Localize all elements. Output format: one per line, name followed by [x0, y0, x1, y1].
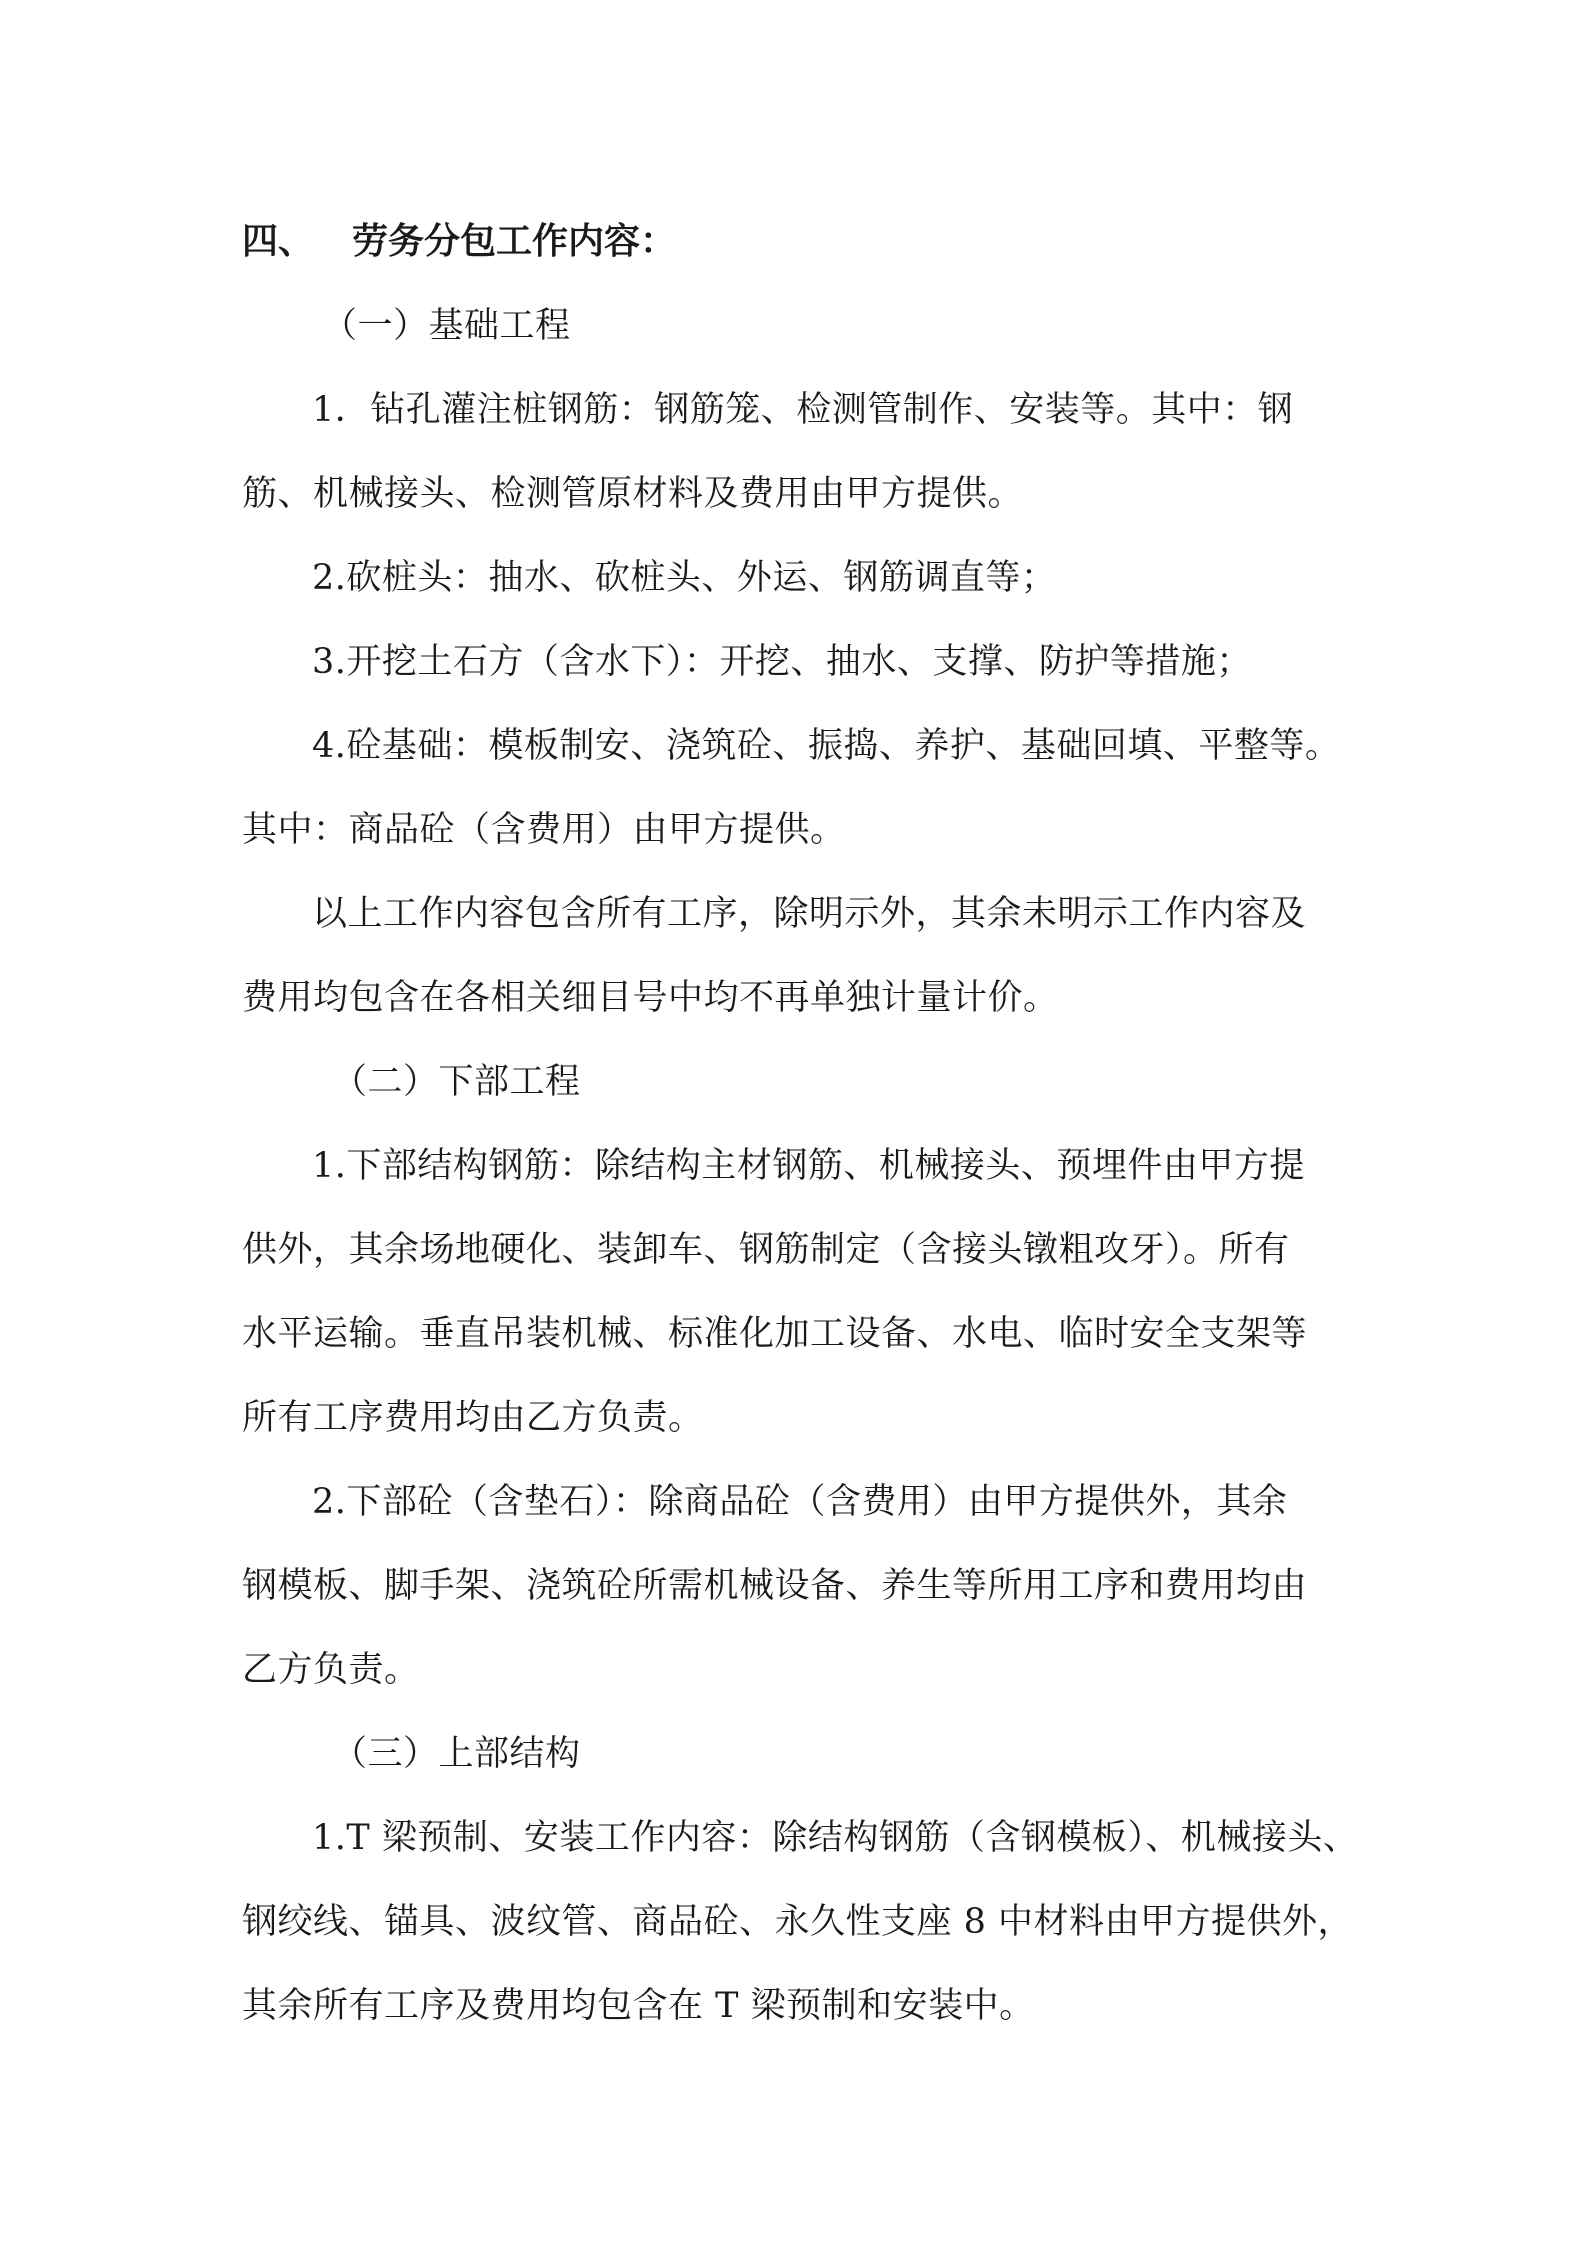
text-line: 所有工序费用均由乙方负责。 — [242, 1398, 704, 1438]
text-line: 筋、机械接头、检测管原材料及费用由甲方提供。 — [242, 474, 1024, 514]
section-title: 劳务分包工作内容： — [352, 221, 677, 262]
text-line: 1．钻孔灌注桩钢筋：钢筋笼、检测管制作、安装等。其中：钢 — [312, 390, 1294, 430]
text-line: （三）上部结构 — [332, 1734, 581, 1774]
section-heading — [242, 200, 1357, 284]
text-line: 其中：商品砼（含费用）由甲方提供。 — [242, 810, 846, 850]
text-line: 2.下部砼（含垫石）：除商品砼（含费用）由甲方提供外，其余 — [312, 1482, 1288, 1522]
text-line: 其余所有工序及费用均包含在 T 梁预制和安装中。 — [242, 1986, 1035, 2026]
text-line: 1.下部结构钢筋：除结构主材钢筋、机械接头、预埋件由甲方提 — [312, 1146, 1305, 1186]
text-line: 费用均包含在各相关细目号中均不再单独计量计价。 — [242, 978, 1059, 1018]
paragraph-lines — [242, 284, 1357, 2048]
text-line: 供外，其余场地硬化、装卸车、钢筋制定（含接头镦粗攻牙）。所有 — [242, 1230, 1290, 1270]
text-line: 钢模板、脚手架、浇筑砼所需机械设备、养生等所用工序和费用均由 — [242, 1566, 1308, 1606]
text-line: 3.开挖土石方（含水下）：开挖、抽水、支撑、防护等措施； — [312, 642, 1252, 682]
text-line: （一）基础工程 — [322, 306, 571, 346]
text-line: 1.T 梁预制、安装工作内容：除结构钢筋（含钢模板）、机械接头、 — [312, 1818, 1359, 1858]
text-line: 钢绞线、锚具、波纹管、商品砼、永久性支座 8 中材料由甲方提供外， — [242, 1902, 1354, 1942]
text-line: 以上工作内容包含所有工序，除明示外，其余未明示工作内容及 — [312, 894, 1307, 934]
section-number: 四、 — [242, 221, 315, 262]
document-body — [242, 200, 1357, 2048]
text-line: 4.砼基础：模板制安、浇筑砼、振捣、养护、基础回填、平整等。 — [312, 726, 1341, 766]
text-line: 水平运输。垂直吊装机械、标准化加工设备、水电、临时安全支架等 — [242, 1314, 1308, 1354]
text-line: 乙方负责。 — [242, 1650, 420, 1690]
text-line: 2.砍桩头：抽水、砍桩头、外运、钢筋调直等； — [312, 558, 1057, 598]
text-line: （二）下部工程 — [332, 1062, 581, 1102]
